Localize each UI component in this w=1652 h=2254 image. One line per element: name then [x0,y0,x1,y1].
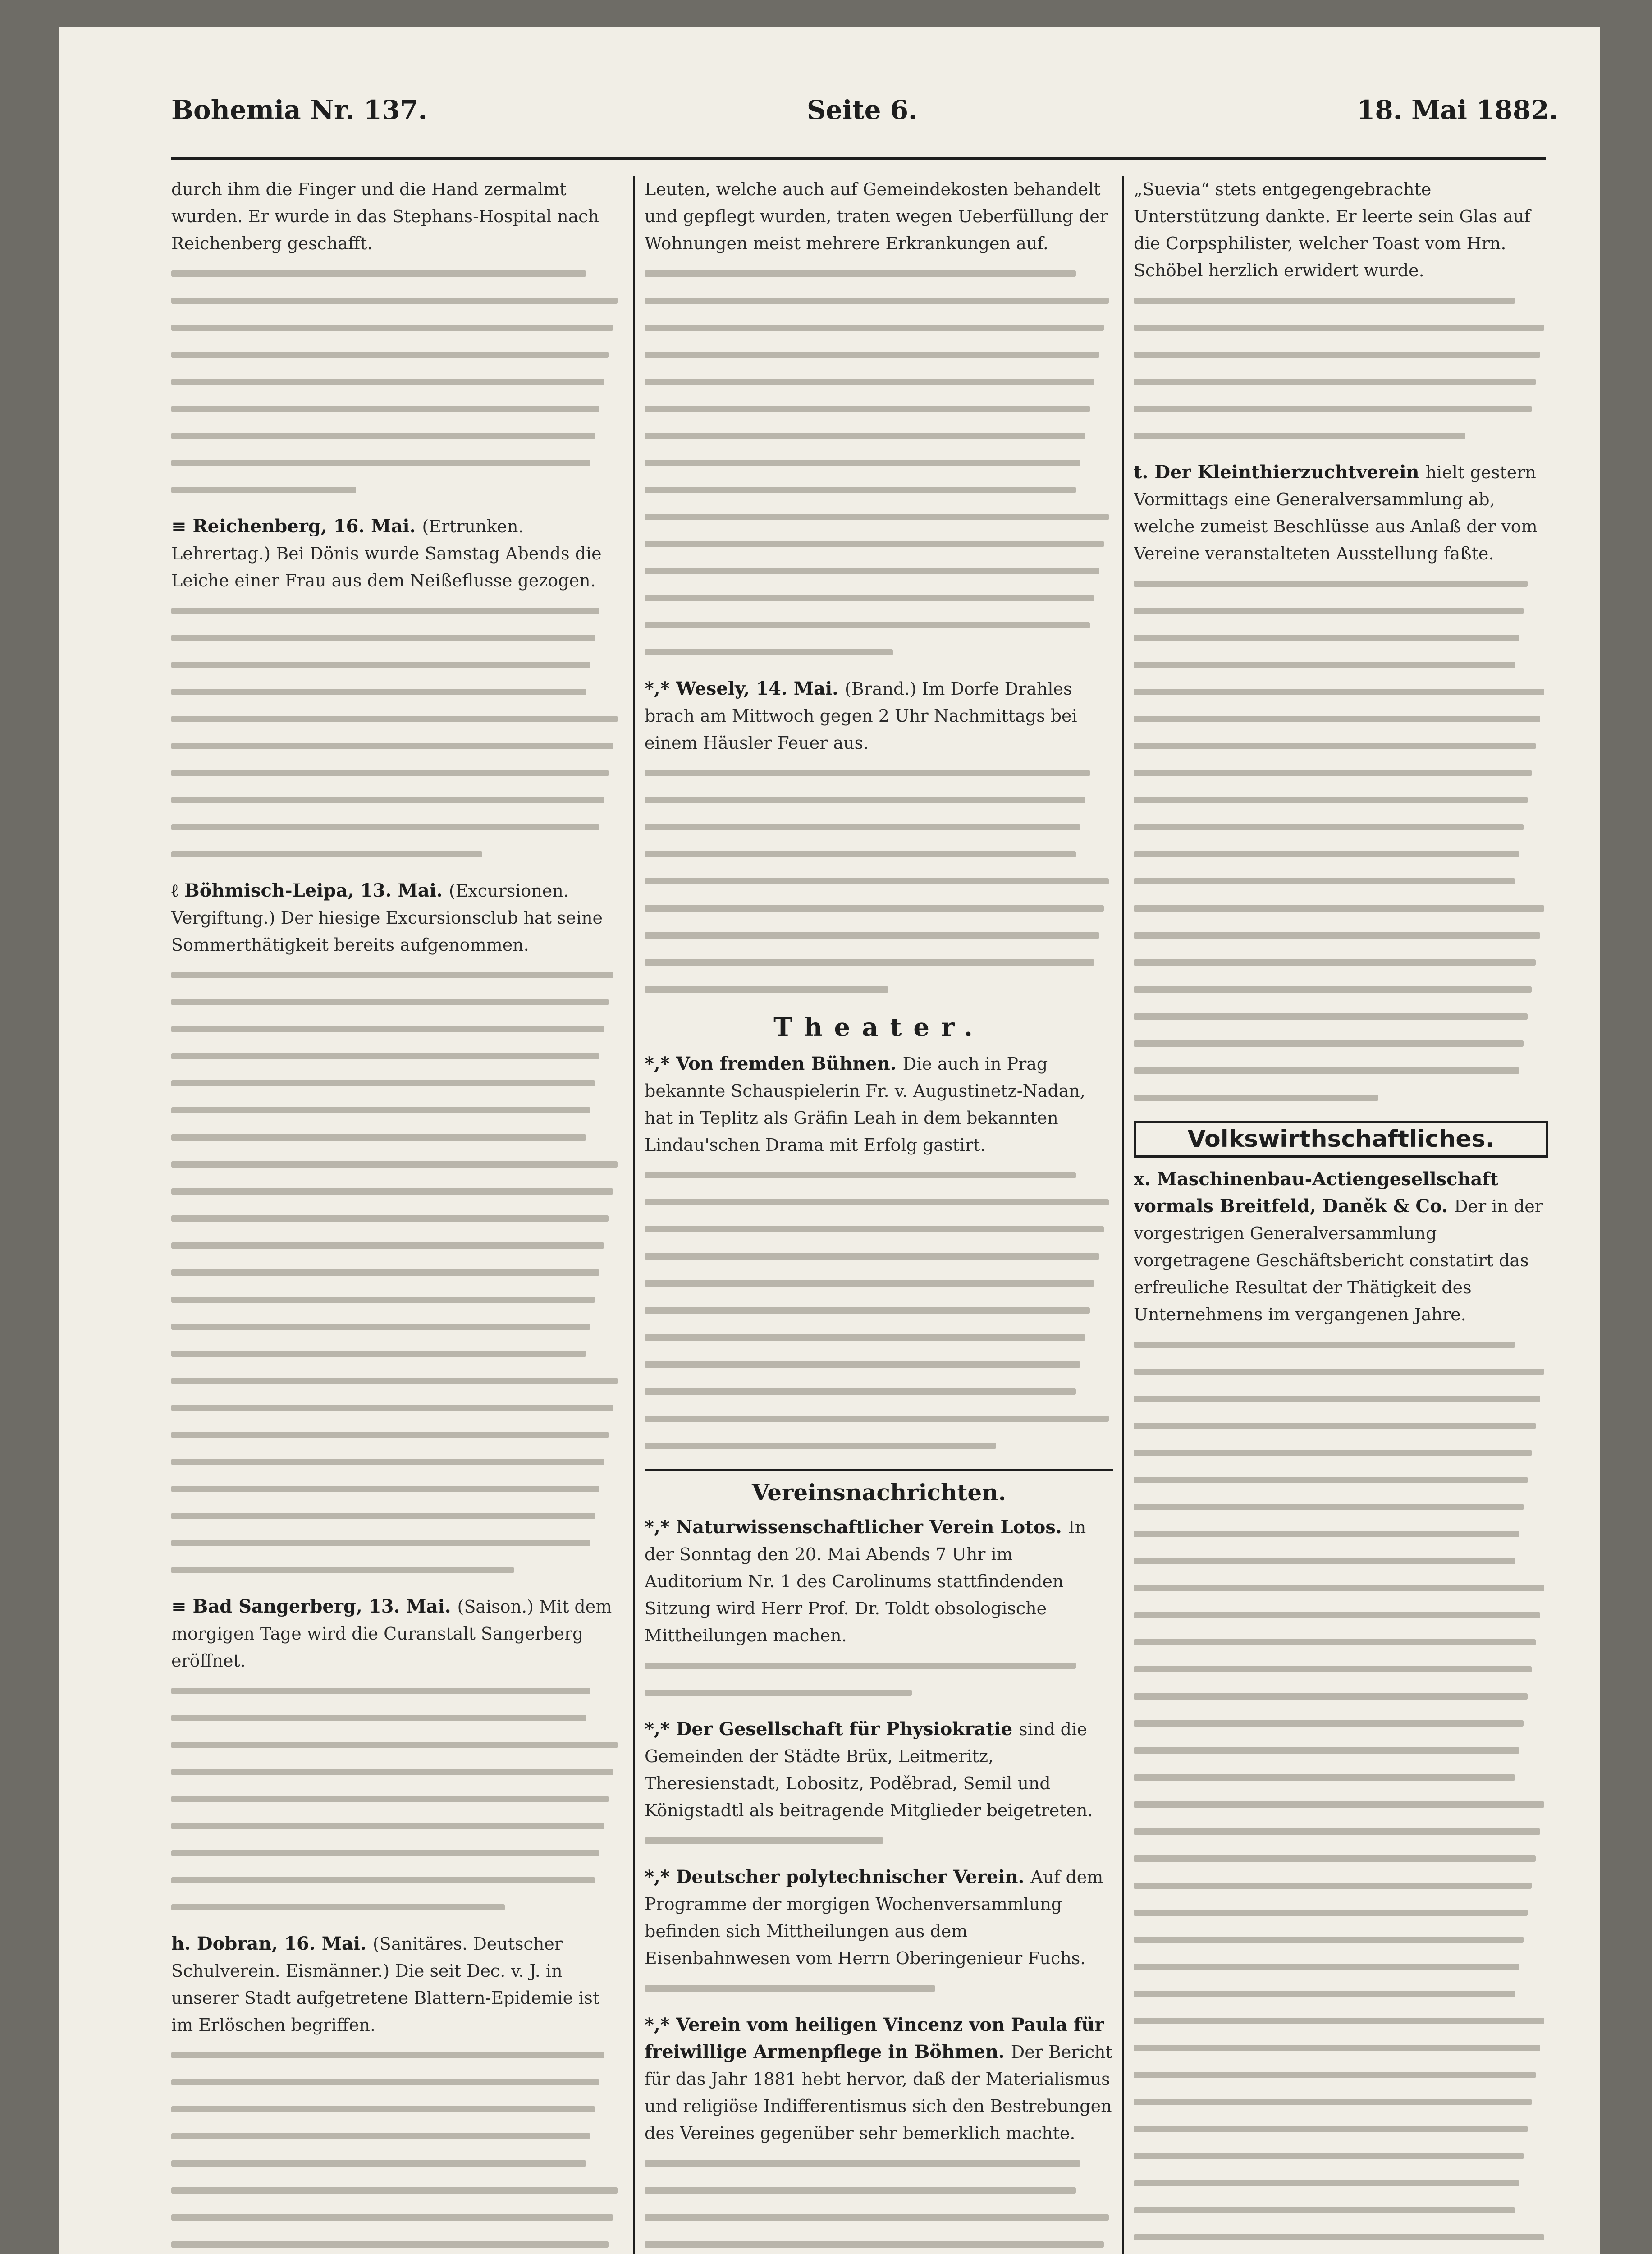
text-line [1134,868,1548,895]
illegible-text-lines [645,2150,1113,2254]
article-text: *,* Naturwissenschaftlicher Verein Lotos. In der Sonntag den 20. Mai Abends 7 Uhr im Auditorium Nr. 1 des Carolinums stattfindenden Sitzung wird Herr Prof. Dr. Toldt obsologische Mittheilungen machen. [645,1516,1086,1645]
article-text: ℓ Böhmisch-Leipa, 13. Mai. (Excursionen. Vergiftung.) Der hiesige Excursionsclub hat seine Sommerthätigkeit bereits aufgenommen. [171,880,603,955]
text-line [1134,1683,1548,1710]
illegible-text-lines [645,1162,1113,1460]
article [645,176,1113,666]
text-line [1134,2197,1548,2224]
text-line [171,2204,622,2231]
text-line [645,2204,1113,2231]
text-line [645,868,1113,895]
text-line [645,288,1113,315]
text-line [645,1653,1113,1680]
text-line [171,261,622,288]
article-heading: t. Der Kleinthierzuchtverein [1134,462,1426,483]
text-line [171,2042,622,2069]
text-line [1134,787,1548,814]
text-line [645,1379,1113,1406]
text-line [171,1205,622,1232]
article [645,1050,1113,1460]
text-line [1134,841,1548,868]
text-line [171,1503,622,1530]
text-line [171,625,622,652]
article-heading: ≡ Reichenberg, 16. Mai. [171,516,422,537]
text-line [645,1189,1113,1216]
text-line [171,423,622,450]
article-text: *,* Der Gesellschaft für Physiokratie sind die Gemeinden der Städte Brüx, Leitmeritz, Theresienstadt, Lobositz, Poděbrad, Semil und Königstadtl als beitragende Mitglieder beigetreten. [645,1718,1093,1820]
text-line [645,1270,1113,1297]
text-line [1134,315,1548,342]
text-line [645,2150,1113,2177]
text-line [645,1975,1113,2002]
article-text: „Suevia“ stets entgegengebrachte Unterstützung dankte. Er leerte sein Glas auf die Corpsphilister, welcher Toast vom Hrn. Schöbel herzlich erwidert wurde. [1134,179,1531,280]
column-1 [171,176,622,2254]
text-line [171,1786,622,1813]
article [1134,459,1548,1112]
text-line [1134,652,1548,679]
text-line [1134,1575,1548,1602]
text-line [171,1260,622,1287]
text-line [1134,423,1548,450]
text-line [1134,1359,1548,1386]
text-line [171,1287,622,1314]
text-line [1134,949,1548,976]
text-line [1134,2008,1548,2035]
text-line [171,989,622,1016]
text-line [1134,2251,1548,2254]
article-heading: x. Maschinenbau-Actiengesellschaft vormals Breitfeld, Daněk & Co. [1134,1168,1499,1217]
illegible-text-lines [645,1653,1113,1707]
text-line [645,1162,1113,1189]
text-line [171,1043,622,1070]
article-heading: *,* Wesely, 14. Mai. [645,678,845,699]
article [171,176,622,504]
text-line [171,1449,622,1476]
text-line [645,504,1113,531]
text-line [645,976,1113,1003]
text-line [171,1557,622,1584]
text-line [171,1097,622,1124]
illegible-text-lines [171,598,622,868]
text-line [1134,733,1548,760]
column-divider [1122,176,1124,2254]
text-line [1134,1873,1548,1900]
text-line [1134,342,1548,369]
text-line [645,1406,1113,1433]
text-line [171,1732,622,1759]
header-masthead: Bohemia Nr. 137. [171,95,427,125]
text-line [1134,1602,1548,1629]
text-line [171,2096,622,2123]
text-line [1134,1927,1548,1954]
text-line [645,1216,1113,1243]
text-line [171,288,622,315]
article [171,513,622,868]
text-line [171,2150,622,2177]
text-line [171,2177,622,2204]
text-line [1134,2116,1548,2143]
text-line [171,396,622,423]
text-line [645,639,1113,666]
illegible-text-lines [1134,1332,1548,2254]
text-line [1134,1656,1548,1683]
text-line [1134,706,1548,733]
text-line [645,949,1113,976]
section-title-vereinsnachrichten: Vereinsnachrichten. [645,1469,1113,1506]
text-line [171,733,622,760]
text-line [1134,1332,1548,1359]
text-line [1134,1440,1548,1467]
text-line [1134,1548,1548,1575]
newspaper-page [59,27,1600,2254]
text-line [171,342,622,369]
header-rule [171,157,1546,160]
text-line [1134,1900,1548,1927]
text-line [171,1813,622,1840]
text-line [171,814,622,841]
text-line [171,1476,622,1503]
text-line [645,1680,1113,1707]
text-line [171,2231,622,2254]
article [1134,1166,1548,2254]
article [171,1930,622,2254]
text-line [1134,396,1548,423]
text-line [1134,598,1548,625]
text-line [1134,2062,1548,2089]
text-line [1134,1791,1548,1819]
illegible-text-lines [1134,288,1548,450]
text-line [645,558,1113,585]
text-line [1134,571,1548,598]
text-line [645,760,1113,787]
text-line [645,1324,1113,1351]
text-line [645,423,1113,450]
text-line [645,369,1113,396]
text-line [645,1828,1113,1855]
text-line [171,369,622,396]
text-line [1134,1737,1548,1764]
text-line [1134,1954,1548,1981]
illegible-text-lines [645,1975,1113,2002]
text-line [1134,1981,1548,2008]
text-line [171,1124,622,1151]
text-line [1134,1386,1548,1413]
text-line [645,612,1113,639]
text-line [1134,2170,1548,2197]
text-line [1134,369,1548,396]
article [645,675,1113,1003]
article-heading: ≡ Bad Sangerberg, 13. Mai. [171,1596,458,1617]
text-line [1134,976,1548,1003]
article-heading: *,* Der Gesellschaft für Physiokratie [645,1718,1019,1740]
text-line [645,841,1113,868]
text-line [1134,1003,1548,1031]
text-line [171,841,622,868]
text-line [1134,1494,1548,1521]
article-text: *,* Deutscher polytechnischer Verein. Auf dem Programme der morgigen Wochenversammlung befinden sich Mittheilungen aus dem Eisenbahnwesen vom Herrn Oberingenieur Fuchs. [645,1866,1103,1968]
article-text: t. Der Kleinthierzuchtverein hielt gestern Vormittags eine Generalversammlung ab, welche zumeist Beschlüsse aus Anlaß der vom Vereine veranstalteten Ausstellung faßte. [1134,462,1538,564]
text-line [171,1341,622,1368]
text-line [171,1705,622,1732]
article-text: x. Maschinenbau-Actiengesellschaft vormals Breitfeld, Daněk & Co. Der in der vorgestrigen Generalversammlung vorgetragene Geschäftsbericht constatirt das erfreuliche Resultat der Thätigkeit des Unternehmens im vergangenen Jahre. [1134,1168,1543,1324]
text-line [171,652,622,679]
article-text: *,* Wesely, 14. Mai. (Brand.) Im Dorfe Drahles brach am Mittwoch gegen 2 Uhr Nachmittags bei einem Häusler Feuer aus. [645,678,1077,753]
text-line [1134,895,1548,922]
article-heading: *,* Deutscher polytechnischer Verein. [645,1866,1031,1887]
text-line [645,922,1113,949]
text-line [645,1433,1113,1460]
text-line [171,962,622,989]
text-line [1134,1819,1548,1846]
text-line [1134,2143,1548,2170]
text-line [171,1314,622,1341]
text-line [645,895,1113,922]
text-line [171,1232,622,1260]
illegible-text-lines [645,1828,1113,1855]
text-line [171,679,622,706]
article [645,2011,1113,2254]
column-3 [1134,176,1548,2254]
text-line [171,2069,622,2096]
article-text: ≡ Bad Sangerberg, 13. Mai. (Saison.) Mit dem morgigen Tage wird die Curanstalt Sangerberg eröffnet. [171,1596,612,1671]
article [645,1514,1113,1707]
text-line [645,2177,1113,2204]
text-line [171,1368,622,1395]
text-line [1134,1085,1548,1112]
text-line [171,1894,622,1921]
text-line [1134,814,1548,841]
text-line [1134,1058,1548,1085]
text-line [1134,1413,1548,1440]
text-line [1134,1467,1548,1494]
illegible-text-lines [171,1678,622,1921]
text-line [171,1178,622,1205]
text-line [171,1867,622,1894]
article-text: h. Dobran, 16. Mai. (Sanitäres. Deutscher Schulverein. Eismänner.) Die seit Dec. v. J. in unserer Stadt aufgetretene Blattern-Epidemie ist im Erlöschen begriffen. [171,1933,600,2035]
article [1134,176,1548,450]
column-divider [633,176,635,2254]
article-heading: ℓ Böhmisch-Leipa, 13. Mai. [171,880,449,901]
article [645,1864,1113,2002]
text-line [171,598,622,625]
text-line [645,261,1113,288]
text-line [1134,1521,1548,1548]
text-line [645,477,1113,504]
text-line [171,315,622,342]
text-line [1134,1031,1548,1058]
text-line [1134,2224,1548,2251]
article-heading: h. Dobran, 16. Mai. [171,1933,373,1954]
text-line [171,1678,622,1705]
text-line [171,1530,622,1557]
text-line [171,477,622,504]
section-title-volkswirthschaftliches: Volkswirthschaftliches. [1134,1121,1548,1158]
text-line [645,2231,1113,2254]
text-line [171,760,622,787]
article [171,1593,622,1921]
text-line [645,1243,1113,1270]
section-title-theater: Theater. [773,1012,984,1042]
illegible-text-lines [645,261,1113,666]
text-line [1134,1629,1548,1656]
text-line [171,706,622,733]
text-line [645,450,1113,477]
text-line [171,787,622,814]
article-heading: *,* Von fremden Bühnen. [645,1053,903,1074]
article-text: Leuten, welche auch auf Gemeindekosten behandelt und gepflegt wurden, traten wegen Ueberfüllung der Wohnungen meist mehrere Erkrankungen auf. [645,179,1108,253]
text-line [1134,760,1548,787]
text-line [1134,1710,1548,1737]
article-heading: *,* Naturwissenschaftlicher Verein Lotos. [645,1516,1068,1538]
header-page-number: Seite 6. [807,95,918,125]
text-line [171,1151,622,1178]
illegible-text-lines [645,760,1113,1003]
text-line [171,1422,622,1449]
article [645,1716,1113,1855]
text-line [171,1070,622,1097]
text-line [645,787,1113,814]
text-line [171,1840,622,1867]
text-line [1134,922,1548,949]
article-text: durch ihm die Finger und die Hand zermalmt wurden. Er wurde in das Stephans-Hospital nach Reichenberg geschafft. [171,179,599,253]
text-line [645,585,1113,612]
text-line [645,1297,1113,1324]
text-line [645,531,1113,558]
text-line [1134,288,1548,315]
header-date: 18. Mai 1882. [1357,95,1558,125]
text-line [645,396,1113,423]
article [171,877,622,1584]
text-line [171,2123,622,2150]
text-line [1134,679,1548,706]
illegible-text-lines [171,261,622,504]
text-line [171,1016,622,1043]
text-line [171,1395,622,1422]
illegible-text-lines [171,2042,622,2254]
illegible-text-lines [1134,571,1548,1112]
text-line [171,450,622,477]
text-line [645,315,1113,342]
text-line [171,1759,622,1786]
text-line [645,342,1113,369]
article-text: *,* Von fremden Bühnen. Die auch in Prag bekannte Schauspielerin Fr. v. Augustinetz-Nadan, hat in Teplitz als Gräfin Leah in dem bekannten Lindau'schen Drama mit Erfolg gastirt. [645,1053,1085,1155]
text-line [1134,1846,1548,1873]
text-line [1134,2035,1548,2062]
text-line [1134,625,1548,652]
text-line [1134,1764,1548,1791]
text-line [645,814,1113,841]
article-heading: *,* Verein vom heiligen Vincenz von Paula für freiwillige Armenpflege in Böhmen. [645,2014,1104,2062]
text-line [1134,2089,1548,2116]
article-text: *,* Verein vom heiligen Vincenz von Paula für freiwillige Armenpflege in Böhmen. Der Bericht für das Jahr 1881 hebt hervor, daß der Materialismus und religiöse Indifferentismus sich den Bestrebungen des Vereines gegenüber sehr bemerklich machte. [645,2014,1112,2143]
column-2 [645,176,1113,2254]
illegible-text-lines [171,962,622,1584]
article-text: ≡ Reichenberg, 16. Mai. (Ertrunken. Lehrertag.) Bei Dönis wurde Samstag Abends die Leiche einer Frau aus dem Neißeflusse gezogen. [171,516,602,591]
text-line [645,1351,1113,1379]
